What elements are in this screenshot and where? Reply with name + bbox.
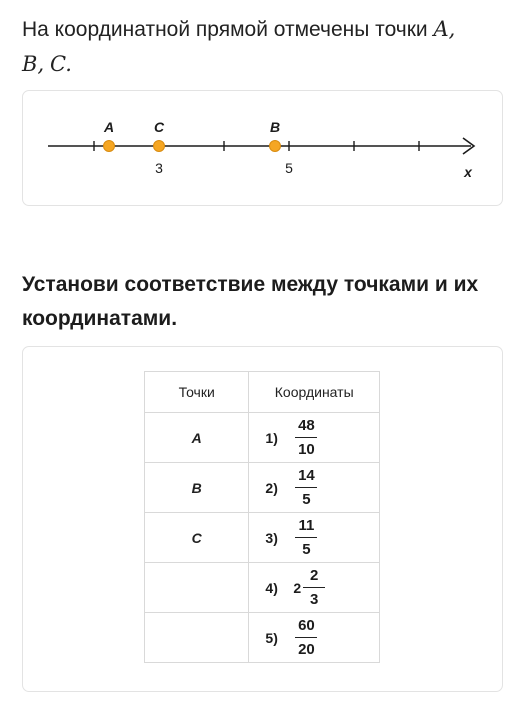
numerator: 14 [298, 466, 315, 484]
denominator: 5 [302, 491, 311, 509]
denominator: 20 [298, 641, 315, 659]
point-c-symbol: C [49, 52, 66, 76]
point-b-label: B [269, 119, 281, 135]
table-row [145, 463, 380, 513]
problem-text: На координатной прямой отмечены точки [22, 18, 434, 41]
fraction [295, 617, 317, 659]
matching-card [22, 346, 503, 692]
header-coordinates: Координаты [249, 372, 380, 413]
table-row [145, 613, 380, 663]
point-c-label: C [153, 119, 165, 135]
table-row [145, 413, 380, 463]
option-number: 3) [265, 529, 278, 546]
fraction-bar [295, 487, 317, 489]
matching-table [144, 371, 380, 663]
number-line [23, 91, 504, 207]
option-number: 2) [265, 479, 278, 496]
table-header-row [145, 372, 380, 413]
fraction-bar [295, 437, 317, 439]
table-row [145, 563, 380, 613]
fraction [303, 567, 325, 609]
point-cell: A [145, 413, 249, 463]
coordinate-cell [249, 563, 380, 613]
coordinate-cell [249, 463, 380, 513]
coordinate-cell [249, 513, 380, 563]
denominator: 10 [298, 441, 315, 459]
fraction-bar [295, 537, 317, 539]
point-a-marker [104, 141, 115, 152]
point-cell [145, 563, 249, 613]
fraction-bar [295, 637, 317, 639]
fraction-bar [303, 587, 325, 589]
point-b-symbol: B [22, 52, 38, 76]
separator: , [448, 17, 456, 41]
number-line-card [22, 90, 503, 206]
header-points: Точки [145, 372, 249, 413]
coordinate-cell [249, 613, 380, 663]
point-cell [145, 613, 249, 663]
separator: , [37, 52, 45, 76]
fraction [295, 517, 317, 559]
fraction [295, 467, 317, 509]
tick-label-5: 5 [285, 160, 293, 176]
option-number: 5) [265, 629, 278, 646]
point-a-symbol: A [433, 17, 449, 41]
point-cell: C [145, 513, 249, 563]
option-number: 4) [265, 579, 278, 596]
tick-label-3: 3 [155, 160, 163, 176]
numerator: 60 [298, 616, 315, 634]
terminator: . [65, 52, 72, 76]
numerator: 48 [298, 416, 315, 434]
denominator: 3 [310, 591, 319, 609]
task-heading: Установи соответствие между точками и их координатами. [22, 273, 479, 330]
point-a-label: A [103, 119, 115, 135]
table-row [145, 513, 380, 563]
mixed-whole: 2 [293, 579, 302, 596]
fraction [295, 417, 317, 459]
numerator: 11 [298, 516, 315, 534]
axis-label-x: x [464, 164, 472, 180]
point-cell: B [145, 463, 249, 513]
problem-statement [22, 12, 502, 82]
coordinate-cell [249, 413, 380, 463]
option-number: 1) [265, 429, 278, 446]
numerator: 2 [310, 566, 319, 584]
denominator: 5 [302, 541, 311, 559]
point-c-marker [154, 141, 165, 152]
point-b-marker [270, 141, 281, 152]
